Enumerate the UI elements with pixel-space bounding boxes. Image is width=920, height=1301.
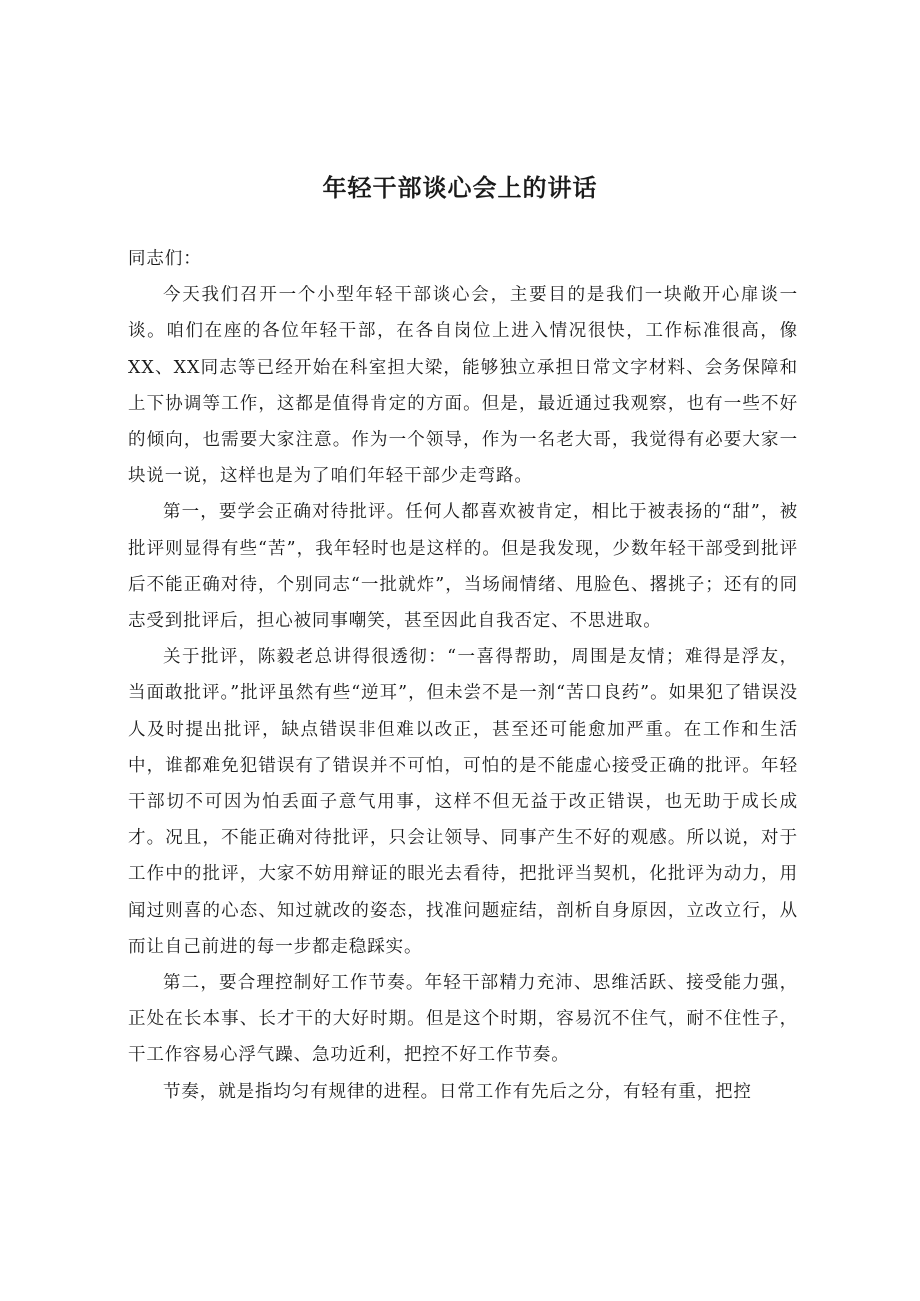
paragraph-on-criticism: 关于批评，陈毅老总讲得很透彻：“一喜得帮助，周围是友情；难得是浮友，当面敢批评。”批评虽然有些“逆耳”，但未尝不是一剂“苦口良药”。如果犯了错误没人及时提出批评，缺点错误非但难以改正，甚至还可能愈加严重。在工作和生活中，谁都难免犯错误有了错误并不可怕，可怕的是不能虚心接受正确的批评。年轻干部切不可因为怕丢面子意气用事，这样不但无益于改正错误，也无助于成长成才。况且，不能正确对待批评，只会让领导、同事产生不好的观感。所以说，对于工作中的批评，大家不妨用辩证的眼光去看待，把批评当契机，化批评为动力，用闻过则喜的心态、知过就改的姿态，找准问题症结，剖析自身原因，立改立行，从而让自己前进的每一步都走稳踩实。	[128, 647, 798, 957]
paragraph-on-rhythm: 节奏，就是指均匀有规律的进程。日常工作有先后之分，有轻有重，把控	[163, 1081, 752, 1102]
paragraph-opening: 今天我们召开一个小型年轻干部谈心会，主要目的是我们一块敞开心扉谈一谈。咱们在座的各位年轻干部，在各自岗位上进入情况很快，工作标准很高，像XX、XX同志等已经开始在科室担大梁，能够独立承担日常文字材料、会务保障和上下协调等工作，这都是值得肯定的方面。但是，最近通过我观察，也有一些不好的倾向，也需要大家注意。作为一个领导，作为一名老大哥，我觉得有必要大家一块说一说，这样也是为了咱们年轻干部少走弯路。	[128, 285, 798, 487]
salutation: 同志们：	[128, 249, 202, 269]
paragraph-point-one: 第一，要学会正确对待批评。任何人都喜欢被肯定，相比于被表扬的“甜”，被批评则显得有些“苦”，我年轻时也是这样的。但是我发现，少数年轻干部受到批评后不能正确对待，个别同志“一批就炸”，当场闹情绪、甩脸色、撂挑子；还有的同志受到批评后，担心被同事嘲笑，甚至因此自我否定、不思进取。	[128, 502, 798, 632]
document-title: 年轻干部谈心会上的讲话	[322, 174, 598, 202]
document-body	[128, 241, 798, 1110]
paragraph-point-two: 第二，要合理控制好工作节奏。年轻干部精力充沛、思维活跃、接受能力强，正处在长本事、长才干的大好时期。但是这个时期，容易沉不住气，耐不住性子，干工作容易心浮气躁、急功近利，把控不好工作节奏。	[128, 973, 798, 1066]
